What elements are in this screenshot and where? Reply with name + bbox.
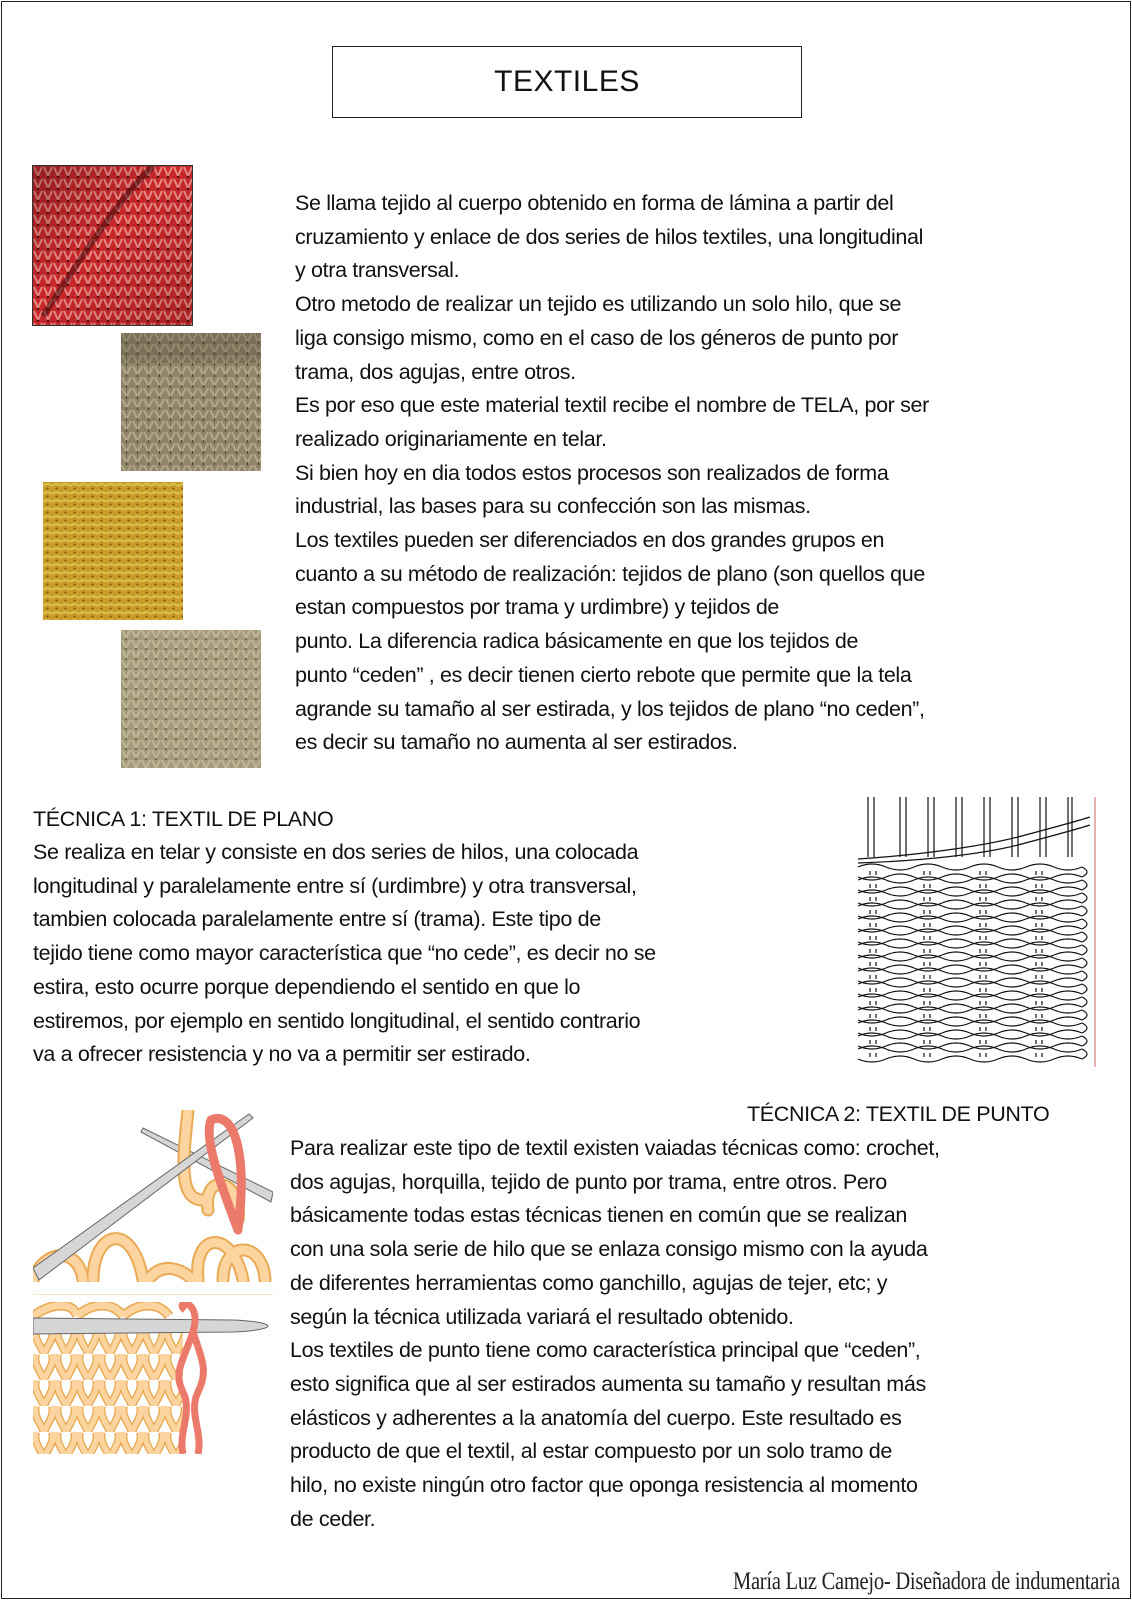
technique-1-line: va a ofrecer resistencia y no va a permitir ser estirado. <box>33 1042 531 1067</box>
technique-2-line: básicamente todas estas técnicas tienen en común que se realizan <box>290 1203 908 1228</box>
intro-line: liga consigo mismo, como en el caso de los géneros de punto por <box>295 325 899 350</box>
intro-paragraph <box>295 187 1115 760</box>
intro-line: Los textiles pueden ser diferenciados en dos grandes grupos en <box>295 528 885 553</box>
technique-2-line: de ceder. <box>290 1506 376 1531</box>
intro-line: agrande su tamaño al ser estirada, y los tejidos de plano “no ceden”, <box>295 696 925 721</box>
intro-line: industrial, las bases para su confección son las mismas. <box>295 494 811 519</box>
technique-2-line: elásticos y adherentes a la anatomía del cuerpo. Este resultado es <box>290 1405 902 1430</box>
knitting-needles-diagram <box>33 1110 273 1282</box>
red-knit-texture-icon <box>33 166 192 325</box>
technique-2-paragraph <box>290 1132 1120 1536</box>
knit-stitch-icon <box>33 1302 273 1454</box>
intro-line: y otra transversal. <box>295 258 460 283</box>
intro-line: trama, dos agujas, entre otros. <box>295 359 576 384</box>
technique-1-line: tejido tiene como mayor característica que “no cede”, es decir no se <box>33 941 656 966</box>
technique-2-line: dos agujas, horquilla, tejido de punto por trama, entre otros. Pero <box>290 1169 887 1194</box>
intro-line: realizado originariamente en telar. <box>295 426 607 451</box>
page-title: TEXTILES <box>494 65 640 98</box>
intro-line: es decir su tamaño no aumenta al ser estirados. <box>295 730 738 755</box>
intro-line: cruzamiento y enlace de dos series de hilos textiles, una longitudinal <box>295 224 924 249</box>
technique-2-line: según la técnica utilizada variará el resultado obtenido. <box>290 1304 794 1329</box>
intro-line: punto. La diferencia radica básicamente en que los tejidos de <box>295 629 859 654</box>
intro-line: Si bien hoy en dia todos estos procesos son realizados de forma <box>295 460 889 485</box>
mustard-knit-swatch <box>43 482 183 620</box>
technique-1-paragraph <box>33 836 833 1072</box>
intro-line: Se llama tejido al cuerpo obtenido en forma de lámina a partir del <box>295 191 894 215</box>
weave-icon <box>858 797 1098 1067</box>
technique-2-line: hilo, no existe ningún otro factor que oponga resistencia al momento <box>290 1473 918 1498</box>
knit-stitch-on-needle-diagram <box>33 1302 273 1454</box>
technique-2-line: de diferentes herramientas como ganchillo, agujas de tejer, etc; y <box>290 1270 888 1295</box>
intro-line: Es por eso que este material textil recibe el nombre de TELA, por ser <box>295 393 929 418</box>
woven-warp-weft-diagram <box>858 797 1098 1067</box>
technique-2-line: Los textiles de punto tiene como característica principal que “ceden”, <box>290 1338 921 1363</box>
intro-line: Otro metodo de realizar un tejido es utilizando un solo hilo, que se <box>295 292 902 317</box>
technique-1-heading: TÉCNICA 1: TEXTIL DE PLANO <box>33 807 334 831</box>
document-page <box>1 1 1131 1599</box>
author-signature: María Luz Camejo- Diseñadora de indumentaria <box>732 1568 1120 1595</box>
technique-1-line: estira, esto ocurre porque dependiendo el sentido en que lo <box>33 974 581 999</box>
technique-2-line: Para realizar este tipo de textil existen vaiadas técnicas como: crochet, <box>290 1136 940 1160</box>
red-knit-swatch <box>32 165 193 326</box>
technique-2-line: esto significa que al ser estirados aumenta su tamaño y resultan más <box>290 1371 926 1396</box>
technique-1-line: tambien colocada paralelamente entre sí (trama). Este tipo de <box>33 907 601 932</box>
knitting-needles-icon <box>33 1110 273 1282</box>
taupe-knit-swatch <box>121 333 261 471</box>
intro-line: punto “ceden” , es decir tienen cierto rebote que permite que la tela <box>295 662 912 687</box>
technique-1-line: estiremos, por ejemplo en sentido longitudinal, el sentido contrario <box>33 1008 641 1033</box>
mustard-knit-texture-icon <box>43 482 183 620</box>
intro-line: cuanto a su método de realización: tejidos de plano (son quellos que <box>295 561 925 586</box>
technique-2-line: producto de que el textil, al estar compuesto por un solo tramo de <box>290 1439 892 1464</box>
technique-2-heading: TÉCNICA 2: TEXTIL DE PUNTO <box>747 1102 1050 1126</box>
taupe-knit-texture-icon <box>121 333 261 471</box>
intro-line: estan compuestos por trama y urdimbre) y tejidos de <box>295 595 780 620</box>
divider <box>33 1294 273 1295</box>
beige-knit-texture-icon <box>121 630 261 768</box>
beige-knit-swatch <box>121 630 261 768</box>
technique-1-line: Se realiza en telar y consiste en dos series de hilos, una colocada <box>33 840 639 864</box>
technique-2-line: con una sola serie de hilo que se enlaza consigo mismo con la ayuda <box>290 1237 928 1262</box>
technique-1-line: longitudinal y paralelamente entre sí (urdimbre) y otra transversal, <box>33 873 637 898</box>
title-box <box>332 46 802 118</box>
